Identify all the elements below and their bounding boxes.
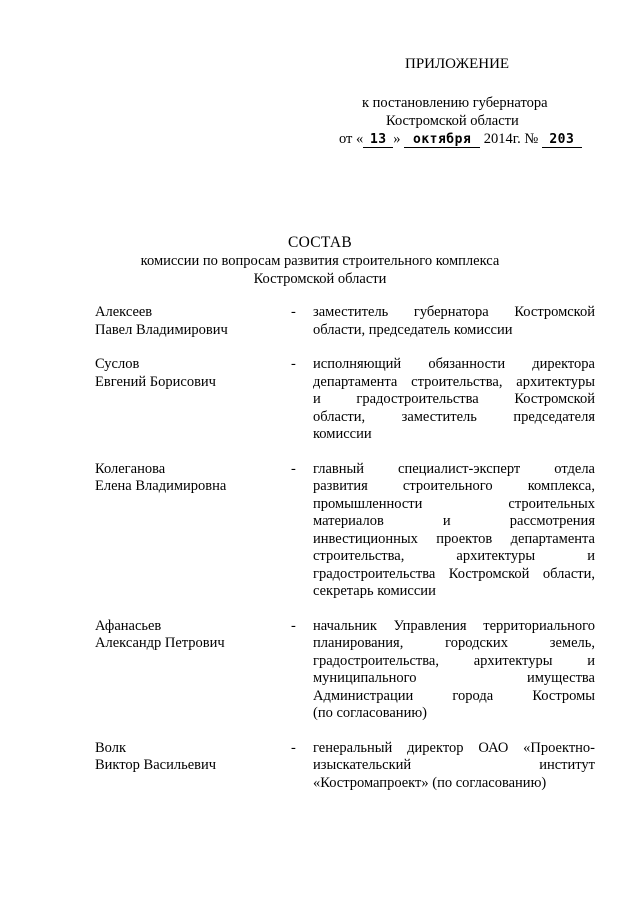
member-given-name: Евгений Борисович [95, 373, 216, 390]
member-name [95, 304, 291, 339]
role-line: градостроительства Костромской области, [313, 565, 595, 582]
member-surname: Алексеев [95, 304, 153, 320]
member-name [95, 356, 291, 444]
member-surname: Суслов [95, 356, 140, 372]
role-line: планирования, городских земель, [313, 635, 595, 651]
date-year: 2014г. № [483, 131, 539, 147]
member-name [95, 461, 291, 601]
role-line: Администрации города Костромы [313, 687, 595, 704]
member-role [313, 461, 595, 601]
document-subtitle: комиссии по вопросам развития строительного комплекса [140, 253, 500, 269]
role-line: главный специалист-эксперт отдела [313, 460, 595, 477]
member-given-name: Павел Владимирович [95, 321, 228, 338]
member-entry [95, 356, 595, 444]
role-line: развития строительного комплекса, [313, 478, 595, 494]
date-day: 13 [363, 132, 393, 148]
member-dash: - [291, 356, 296, 372]
member-dash: - [291, 304, 296, 320]
member-name [95, 740, 291, 793]
document-title: СОСТАВ [287, 234, 353, 251]
member-role [313, 740, 595, 793]
member-surname: Афанасьев [95, 617, 162, 634]
role-line: изыскательский институт [313, 757, 595, 773]
role-line: генеральный директор ОАО «Проектно- [313, 739, 595, 756]
member-dash: - [291, 739, 296, 756]
role-line: комиссии [313, 426, 372, 442]
member-name [95, 618, 291, 723]
date-prefix: от « [339, 131, 364, 147]
role-line: и градостроительства Костромской [313, 391, 595, 407]
document-number: 203 [542, 132, 582, 148]
role-line: департамента строительства, архитектуры [313, 373, 595, 390]
role-line: секретарь комиссии [313, 583, 436, 599]
appendix-region: Костромской области [386, 113, 519, 129]
role-line: начальник Управления территориального [313, 617, 595, 634]
role-line: строительства, архитектуры и [313, 548, 595, 564]
appendix-title: ПРИЛОЖЕНИЕ [405, 56, 510, 72]
member-entry [95, 740, 595, 793]
member-role [313, 304, 595, 339]
member-entry [95, 618, 595, 723]
role-line: промышленности строительных [313, 495, 595, 512]
role-line: муниципального имущества [313, 670, 595, 686]
member-entry [95, 304, 595, 339]
members-list [95, 304, 595, 809]
member-role [313, 618, 595, 723]
date-mid: » [393, 131, 401, 147]
role-line: области, председатель комиссии [313, 321, 513, 338]
document-subtitle-region: Костромской области [253, 271, 387, 287]
member-dash: - [291, 617, 296, 634]
role-line: «Костромапроект» (по согласованию) [313, 774, 547, 791]
member-dash: - [291, 460, 296, 477]
role-line: исполняющий обязанности директора [313, 356, 595, 372]
role-line: области, заместитель председателя [313, 408, 595, 425]
appendix-date-line [339, 131, 582, 149]
member-role [313, 356, 595, 444]
member-entry [95, 461, 595, 601]
role-line: (по согласованию) [313, 705, 427, 721]
role-line: градостроительства, архитектуры и [313, 652, 595, 669]
appendix-reference: к постановлению губернатора [362, 95, 548, 111]
member-surname: Волк [95, 739, 127, 756]
member-given-name: Елена Владимировна [95, 478, 227, 494]
date-month: октября [404, 132, 480, 148]
role-line: материалов и рассмотрения [313, 513, 595, 529]
role-line: заместитель губернатора Костромской [313, 304, 595, 320]
role-line: инвестиционных проектов департамента [313, 530, 595, 547]
member-given-name: Виктор Васильевич [95, 757, 217, 773]
member-surname: Колеганова [95, 460, 166, 477]
member-given-name: Александр Петрович [95, 635, 225, 651]
